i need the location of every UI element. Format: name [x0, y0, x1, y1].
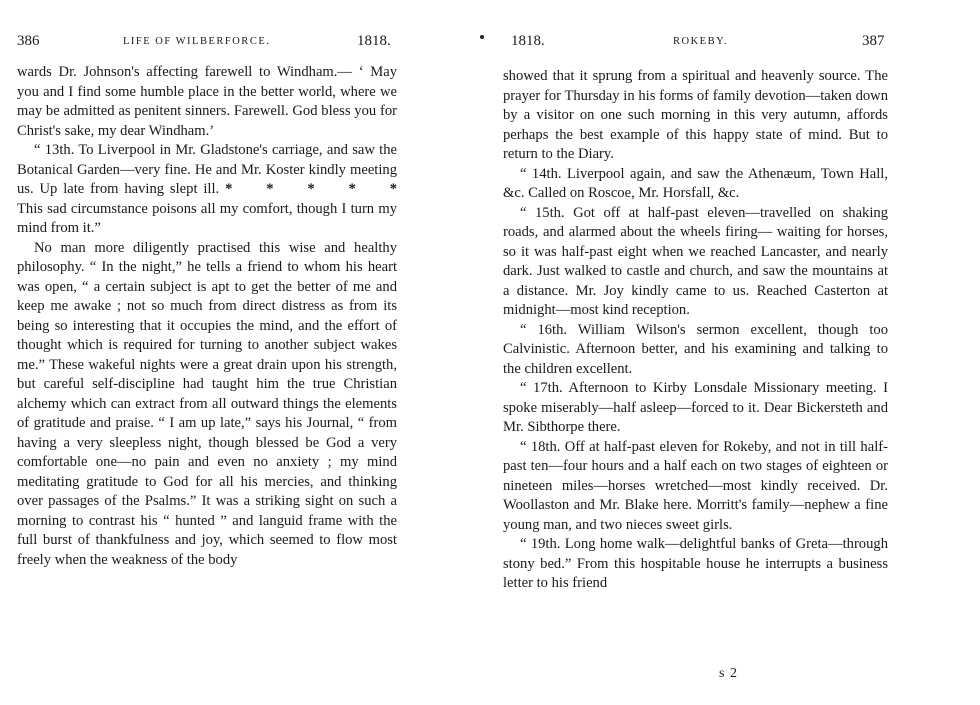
running-head: LIFE OF WILBERFORCE. — [123, 36, 271, 47]
left-page-body — [17, 63, 397, 570]
ellipsis-stars: * * * * * — [225, 181, 398, 197]
paragraph-continuation: This sad circumstance poisons all my comfort, though I turn my mind from it.” — [17, 200, 397, 236]
right-page — [490, 0, 980, 705]
page-number: 387 — [862, 33, 885, 49]
paragraph: “ 19th. Long home walk—delightful banks of Greta—through stony bed.” From this hospitable house he interrupts a business letter to his friend — [503, 536, 888, 591]
paragraph: “ 16th. William Wilson's sermon excellent, though too Calvinistic. Afternoon better, and his examining and talking to the children excellent. — [503, 321, 888, 377]
right-page-header — [490, 33, 980, 53]
right-page-body — [503, 67, 888, 594]
header-year: 1818. — [357, 33, 391, 49]
paragraph: “ 15th. Got off at half-past eleven—travelled on shaking roads, and alarmed about the wheels firing— waiting for horses, so it was half-past eight when we reached Lancaster, and nearly dark. Just walked to castle and church, and saw the mountains at a distance. Mr. Joy kindly came to us. Reached Casterton at midnight—most kind reception. — [503, 204, 888, 318]
ink-speck — [480, 35, 484, 39]
paragraph: No man more diligently practised this wise and healthy philosophy. “ In the night,” he tells a friend to whom his heart was open, “ a certain subject is apt to get the better of me and keep me awake ; not so much from direct distress as from its being so interesting that it occupies the mind, and the effort of thought which is required for turning to another subject wakes me.” These wakeful nights were a great drain upon his strength, but careful self-discipline had taught him the true Christian alchemy which can extract from all outward things the elements of gratitude and praise. “ I am up late,” says his Journal, “ from having a very sleepless night, though blessed be God a very comfortable one—no pain and even no anxiety ; my mind meditating gratitude to God for all his mercies, and thinking over passages of the Psalms.” It was a striking sight on such a morning to contrast his “ hunted ” and languid frame with the full burst of thankfulness and joy, which seemed to flow most freely when the weakness of the body — [17, 239, 397, 568]
paragraph: “ 17th. Afternoon to Kirby Lonsdale Missionary meeting. I spoke miserably—half asleep—forced to it. Dear Bickersteth and Mr. Sibthorpe there. — [503, 380, 888, 435]
header-year: 1818. — [511, 33, 545, 49]
page-number: 386 — [17, 33, 40, 49]
paragraph: showed that it sprung from a spiritual and heavenly source. The prayer for Thursday in his forms of family devotion—taken down by a visitor on one such morning in this very autumn, affords perhaps the best example of this happy state of mind. But to return to the Diary. — [503, 68, 888, 162]
signature-mark: s 2 — [719, 666, 738, 681]
paragraph: wards Dr. Johnson's affecting farewell to Windham.— ‘ May you and I find some humble place in the better world, where we may be admitted as penitent sinners. Farewell. God bless you for Christ's sake, my dear Windham.’ — [17, 64, 397, 139]
running-head: ROKEBY. — [673, 36, 728, 47]
paragraph — [17, 141, 397, 239]
paragraph-text: “ 13th. To Liverpool in Mr. Gladstone's carriage, and saw the Botanical Garden—very fine. He and Mr. Koster kindly meeting us. Up late from having slept ill. — [17, 142, 397, 197]
paragraph: “ 14th. Liverpool again, and saw the Athenæum, Town Hall, &c. Called on Roscoe, Mr. Horsfall, &c. — [503, 165, 888, 201]
left-page-header — [0, 33, 490, 53]
paragraph: “ 18th. Off at half-past eleven for Rokeby, and not in till half-past ten—four hours and a half each on two stages of eighteen or nineteen miles—horses wretched—most kindly received. Dr. Woollaston and Mr. Blake here. Morritt's family—nephew a fine young man, and two nieces sweet girls. — [503, 438, 888, 533]
